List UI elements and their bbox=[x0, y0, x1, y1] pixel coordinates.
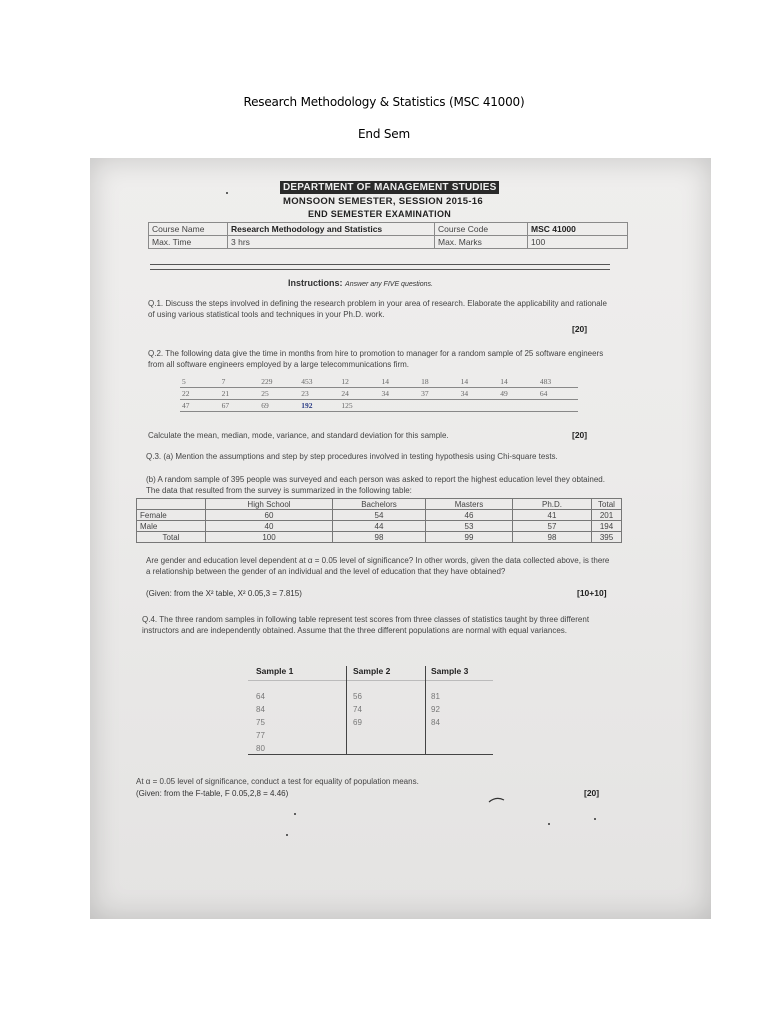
department-heading: DEPARTMENT OF MANAGEMENT STUDIES bbox=[280, 181, 499, 194]
data-cell: 21 bbox=[220, 388, 260, 400]
data-cell: 67 bbox=[220, 400, 260, 412]
table-cell: 395 bbox=[592, 532, 622, 543]
data-cell: 453 bbox=[299, 376, 339, 388]
column-divider bbox=[425, 666, 426, 754]
table-header: Masters bbox=[426, 499, 513, 510]
exam-line: END SEMESTER EXAMINATION bbox=[308, 209, 452, 219]
data-cell: 125 bbox=[339, 400, 379, 412]
course-info-table bbox=[148, 222, 628, 249]
exam-paper-photo bbox=[90, 158, 711, 919]
table-header bbox=[137, 499, 206, 510]
max-marks-value: 100 bbox=[528, 236, 628, 249]
speck bbox=[594, 818, 596, 820]
data-cell bbox=[419, 400, 459, 412]
data-cell: 483 bbox=[538, 376, 578, 388]
page-subtitle: End Sem bbox=[358, 127, 410, 141]
data-cell bbox=[498, 400, 538, 412]
sample-value: 80 bbox=[256, 744, 265, 753]
header-rule bbox=[150, 264, 610, 265]
course-code-value: MSC 41000 bbox=[528, 223, 628, 236]
table-header: Bachelors bbox=[333, 499, 426, 510]
data-cell: 14 bbox=[459, 376, 499, 388]
data-cell: 69 bbox=[259, 400, 299, 412]
question-3a: Q.3. (a) Mention the assumptions and step by step procedures involved in testing hypothesis using Chi-square tests. bbox=[146, 452, 558, 461]
data-cell: 22 bbox=[180, 388, 220, 400]
sample-value: 69 bbox=[353, 718, 362, 727]
table-cell: 98 bbox=[513, 532, 592, 543]
table-cell: 44 bbox=[333, 521, 426, 532]
semester-line: MONSOON SEMESTER, SESSION 2015-16 bbox=[283, 196, 483, 207]
table-cell: 40 bbox=[206, 521, 333, 532]
data-cell: 14 bbox=[498, 376, 538, 388]
column-divider bbox=[346, 666, 347, 754]
sample-value: 84 bbox=[256, 705, 265, 714]
table-cell: 99 bbox=[426, 532, 513, 543]
data-cell: 12 bbox=[339, 376, 379, 388]
data-cell: 24 bbox=[339, 388, 379, 400]
table-cell: 98 bbox=[333, 532, 426, 543]
question-3-question: Are gender and education level dependent at α = 0.05 level of significance? In other words, given the data collected above, is there a relationship between the gender of an individual and the level of education that they have obtained? bbox=[146, 556, 610, 576]
question-3b: (b) A random sample of 395 people was surveyed and each person was asked to report the highest education level they obtained. The data that resulted from the survey is summarized in the following table: bbox=[146, 475, 605, 495]
question-1-marks: [20] bbox=[572, 324, 588, 334]
instructions-text: Answer any FIVE questions. bbox=[345, 281, 433, 288]
sample-3-header: Sample 3 bbox=[431, 666, 469, 676]
education-gender-table bbox=[136, 498, 622, 543]
table-row bbox=[137, 532, 622, 543]
data-cell: 7 bbox=[220, 376, 260, 388]
data-cell bbox=[379, 400, 419, 412]
header-rule-2 bbox=[150, 269, 610, 270]
data-cell: 14 bbox=[379, 376, 419, 388]
data-cell: 5 bbox=[180, 376, 220, 388]
question-4-marks: [20] bbox=[584, 788, 600, 798]
pen-mark bbox=[488, 796, 506, 804]
question-4-given: (Given: from the F-table, F 0.05,2,8 = 4.46) bbox=[136, 789, 289, 798]
sample-2-column bbox=[353, 666, 431, 729]
data-cell: 25 bbox=[259, 388, 299, 400]
sample-value: 84 bbox=[431, 718, 440, 727]
table-header: High School bbox=[206, 499, 333, 510]
speck bbox=[226, 192, 228, 194]
sample-2-header: Sample 2 bbox=[353, 666, 391, 676]
question-3-marks: [10+10] bbox=[577, 588, 607, 598]
table-header: Ph.D. bbox=[513, 499, 592, 510]
sample-value: 92 bbox=[431, 705, 440, 714]
sample-1-header: Sample 1 bbox=[256, 666, 294, 676]
max-time-label: Max. Time bbox=[149, 236, 228, 249]
sample-value: 64 bbox=[256, 692, 265, 701]
page-title: Research Methodology & Statistics (MSC 41000) bbox=[243, 95, 525, 109]
question-2-marks: [20] bbox=[572, 430, 588, 440]
sample-value: 56 bbox=[353, 692, 362, 701]
data-cell: 49 bbox=[498, 388, 538, 400]
data-cell: 192 bbox=[299, 400, 339, 412]
table-cell: 201 bbox=[592, 510, 622, 521]
promotion-time-data bbox=[180, 376, 578, 412]
question-3-given: (Given: from the X² table, X² 0.05,3 = 7.815) bbox=[146, 589, 302, 598]
max-time-value: 3 hrs bbox=[228, 236, 435, 249]
samples-table bbox=[250, 666, 495, 758]
sample-value: 75 bbox=[256, 718, 265, 727]
data-cell: 47 bbox=[180, 400, 220, 412]
speck bbox=[286, 834, 288, 836]
data-cell bbox=[538, 400, 578, 412]
course-name-label: Course Name bbox=[149, 223, 228, 236]
row-label: Male bbox=[137, 521, 206, 532]
samples-bottom-rule bbox=[248, 754, 493, 755]
course-name-value: Research Methodology and Statistics bbox=[228, 223, 435, 236]
data-cell: 37 bbox=[419, 388, 459, 400]
table-cell: 41 bbox=[513, 510, 592, 521]
instructions-label: Instructions: bbox=[288, 278, 343, 288]
data-cell: 229 bbox=[259, 376, 299, 388]
data-cell: 34 bbox=[459, 388, 499, 400]
table-cell: 54 bbox=[333, 510, 426, 521]
data-cell bbox=[459, 400, 499, 412]
table-header: Total bbox=[592, 499, 622, 510]
table-row bbox=[137, 521, 622, 532]
table-cell: 46 bbox=[426, 510, 513, 521]
table-cell: 100 bbox=[206, 532, 333, 543]
row-label: Total bbox=[137, 532, 206, 543]
sample-value: 77 bbox=[256, 731, 265, 740]
sample-value: 74 bbox=[353, 705, 362, 714]
table-cell: 60 bbox=[206, 510, 333, 521]
table-cell: 194 bbox=[592, 521, 622, 532]
sample-1-column bbox=[256, 666, 334, 755]
data-cell: 23 bbox=[299, 388, 339, 400]
sample-value: 81 bbox=[431, 692, 440, 701]
question-1: Q.1. Discuss the steps involved in defining the research problem in your area of research. Elaborate the applicability and rationale of using various statistical tools and techniques in your Ph.D. work. bbox=[148, 299, 607, 319]
row-label: Female bbox=[137, 510, 206, 521]
course-code-label: Course Code bbox=[435, 223, 528, 236]
sample-3-column bbox=[431, 666, 509, 729]
speck bbox=[548, 823, 550, 825]
question-2: Q.2. The following data give the time in months from hire to promotion to manager for a random sample of 25 software engineers from all software engineers employed by a large telecommunications firm. bbox=[148, 349, 604, 369]
instructions bbox=[288, 278, 433, 288]
question-2-task: Calculate the mean, median, mode, variance, and standard deviation for this sample. bbox=[148, 431, 449, 440]
question-4: Q.4. The three random samples in following table represent test scores from three classes of statistics taught by three different instructors and are independently obtained. Assume that the three different populations are normal with equal variances. bbox=[142, 615, 590, 635]
data-cell: 64 bbox=[538, 388, 578, 400]
data-cell: 34 bbox=[379, 388, 419, 400]
table-cell: 53 bbox=[426, 521, 513, 532]
speck bbox=[294, 813, 296, 815]
table-cell: 57 bbox=[513, 521, 592, 532]
table-row bbox=[137, 510, 622, 521]
data-cell: 18 bbox=[419, 376, 459, 388]
question-4-task: At α = 0.05 level of significance, conduct a test for equality of population means. bbox=[136, 777, 419, 786]
max-marks-label: Max. Marks bbox=[435, 236, 528, 249]
